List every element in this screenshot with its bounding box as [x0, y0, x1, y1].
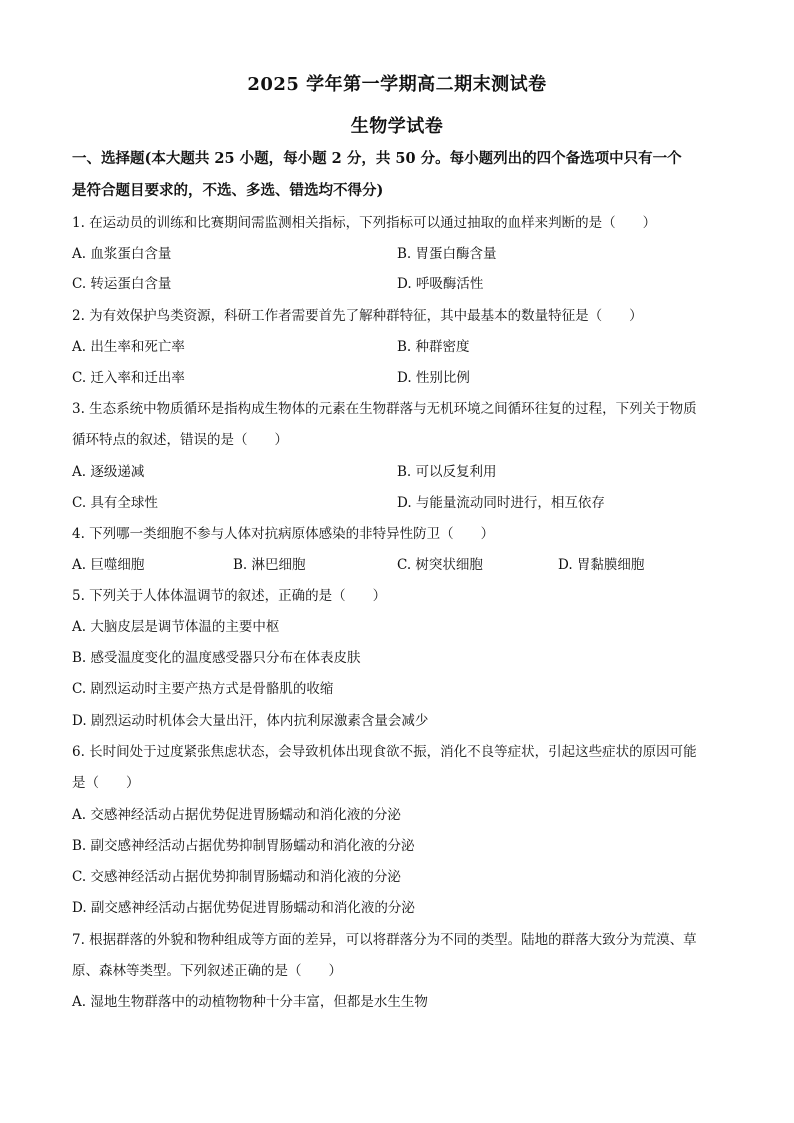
- question-5-option-a: A. 大脑皮层是调节体温的主要中枢: [72, 619, 280, 635]
- question-1-option-c: C. 转运蛋白含量: [72, 276, 172, 292]
- question-2-option-d: D. 性别比例: [397, 370, 470, 386]
- question-3-option-a: A. 逐级递减: [72, 464, 145, 480]
- question-3-option-b: B. 可以反复利用: [397, 464, 497, 480]
- question-3-stem-line-1: 3. 生态系统中物质循环是指构成生物体的元素在生物群落与无机环境之间循环往复的过程，下列关于物质: [72, 401, 697, 417]
- question-3-stem-line-2: 循环特点的叙述，错误的是（ ）: [72, 432, 288, 448]
- question-6-stem-line-2: 是（ ）: [72, 775, 140, 791]
- section-heading-line-1: 一、选择题(本大题共 25 小题，每小题 2 分，共 50 分。每小题列出的四个备选项中只有一个: [72, 150, 682, 167]
- question-3-option-c: C. 具有全球性: [72, 495, 158, 511]
- question-1-option-b: B. 胃蛋白酶含量: [397, 246, 497, 262]
- question-4-option-b: B. 淋巴细胞: [233, 557, 306, 573]
- question-7-option-a: A. 湿地生物群落中的动植物物种十分丰富，但都是水生生物: [72, 994, 428, 1010]
- question-4-option-d: D. 胃黏膜细胞: [558, 557, 645, 573]
- question-6-option-b: B. 副交感神经活动占据优势抑制胃肠蠕动和消化液的分泌: [72, 838, 415, 854]
- question-7-stem-line-2: 原、森林等类型。下列叙述正确的是（ ）: [72, 963, 342, 979]
- question-5-option-b: B. 感受温度变化的温度感受器只分布在体表皮肤: [72, 650, 361, 666]
- question-1-stem: 1. 在运动员的训练和比赛期间需监测相关指标，下列指标可以通过抽取的血样来判断的是（ ）: [72, 215, 657, 231]
- question-2-option-a: A. 出生率和死亡率: [72, 339, 185, 355]
- question-6-option-c: C. 交感神经活动占据优势抑制胃肠蠕动和消化液的分泌: [72, 869, 401, 885]
- question-1-option-d: D. 呼吸酶活性: [397, 276, 484, 292]
- exam-title: 2025 学年第一学期高二期末测试卷: [247, 74, 547, 95]
- question-5-stem: 5. 下列关于人体体温调节的叙述，正确的是（ ）: [72, 588, 387, 604]
- question-5-option-d: D. 剧烈运动时机体会大量出汗，体内抗利尿激素含量会减少: [72, 713, 429, 729]
- question-7-stem-line-1: 7. 根据群落的外貌和物种组成等方面的差异，可以将群落分为不同的类型。陆地的群落大致分为荒漠、草: [72, 932, 697, 948]
- question-2-option-c: C. 迁入率和迁出率: [72, 370, 185, 386]
- question-4-option-c: C. 树突状细胞: [397, 557, 483, 573]
- question-2-stem: 2. 为有效保护鸟类资源，科研工作者需要首先了解种群特征，其中最基本的数量特征是（ ）: [72, 308, 643, 324]
- question-4-stem: 4. 下列哪一类细胞不参与人体对抗病原体感染的非特异性防卫（ ）: [72, 526, 495, 542]
- question-4-option-a: A. 巨噬细胞: [72, 557, 145, 573]
- question-5-option-c: C. 剧烈运动时主要产热方式是骨骼肌的收缩: [72, 681, 334, 697]
- question-3-option-d: D. 与能量流动同时进行，相互依存: [397, 495, 605, 511]
- question-1-option-a: A. 血浆蛋白含量: [72, 246, 172, 262]
- question-6-option-a: A. 交感神经活动占据优势促进胃肠蠕动和消化液的分泌: [72, 807, 401, 823]
- question-2-option-b: B. 种群密度: [397, 339, 470, 355]
- section-heading-line-2: 是符合题目要求的，不选、多选、错选均不得分): [72, 182, 384, 199]
- exam-subtitle: 生物学试卷: [350, 116, 444, 137]
- question-6-stem-line-1: 6. 长时间处于过度紧张焦虑状态，会导致机体出现食欲不振，消化不良等症状，引起这些症状的原因可能: [72, 744, 697, 760]
- question-6-option-d: D. 副交感神经活动占据优势促进胃肠蠕动和消化液的分泌: [72, 900, 415, 916]
